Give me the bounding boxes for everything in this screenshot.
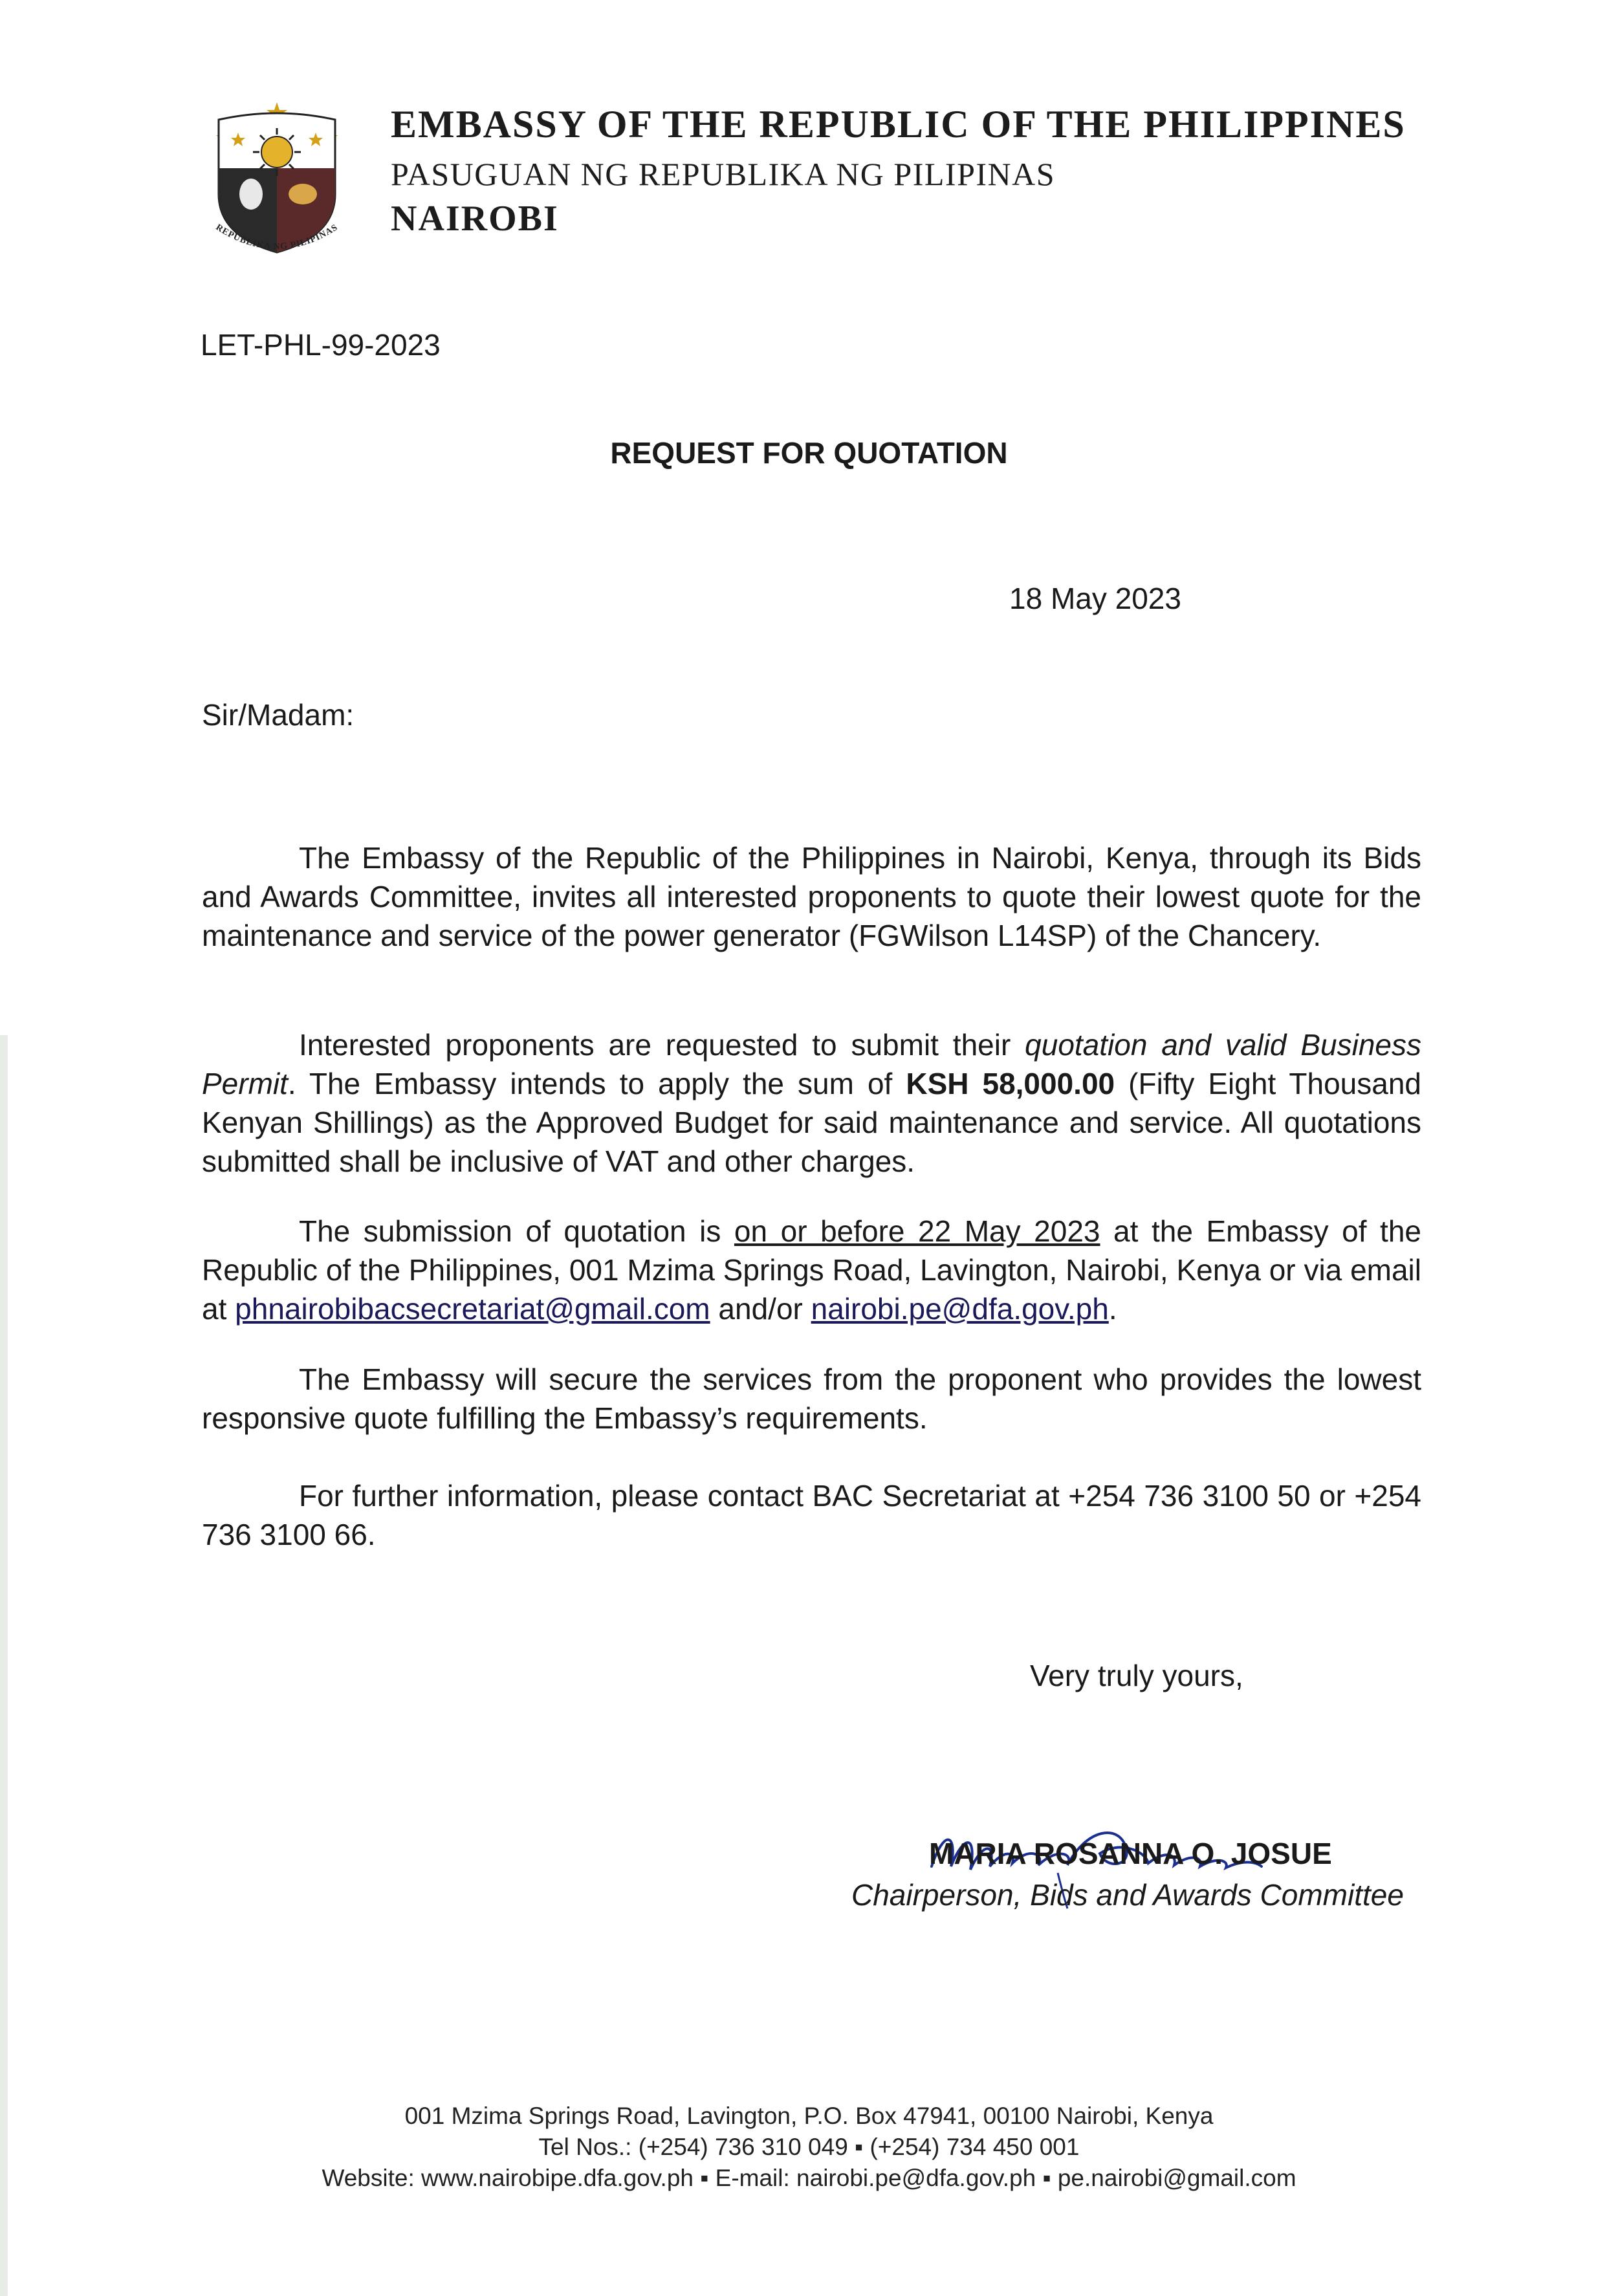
paragraph-text: For further information, please contact BAC Secretariat at +254 736 3100 50 or +254 736 3100 66.: [202, 1479, 1421, 1551]
paragraph-award: [202, 1360, 1421, 1438]
letter-reference: LET-PHL-99-2023: [201, 328, 441, 362]
paragraph-text: .: [1108, 1292, 1117, 1326]
embassy-city: NAIROBI: [391, 199, 559, 239]
email-link-bac-secretariat[interactable]: phnairobibacsecretariat@gmail.com: [235, 1292, 710, 1326]
paragraph-text: The submission of quotation is: [299, 1214, 734, 1248]
submission-deadline: on or before 22 May 2023: [734, 1214, 1100, 1248]
letter-title: REQUEST FOR QUOTATION: [610, 436, 1008, 470]
paragraph-requirements: [202, 1025, 1421, 1181]
paragraph-text: The Embassy of the Republic of the Philippines in Nairobi, Kenya, through its Bids and Awards Committee, invites all interested proponents to quote their lowest quote for the maintenance and service of the power generator (FGWilson L14SP) of the Chancery.: [202, 841, 1421, 952]
embassy-name-filipino: PASUGUAN NG REPUBLIKA NG PILIPINAS: [391, 156, 1056, 192]
required-documents: quotation and valid Business Permit: [202, 1028, 1422, 1100]
paragraph-text: (Fifty Eight Thousand Kenyan Shillings) as the Approved Budget for said maintenance and service. All quotations submitted shall be inclusive of VAT and other charges.: [202, 1067, 1422, 1178]
paragraph-text: at the Embassy of the Republic of the Philippines, 001 Mzima Springs Road, Lavington, Nairobi, Kenya or via email at: [202, 1214, 1421, 1326]
paragraph-invitation: [202, 838, 1421, 955]
paragraph-submission: [202, 1212, 1421, 1328]
paragraph-text: The Embassy will secure the services from the proponent who provides the lowest responsive quote fulfilling the Embassy’s requirements.: [202, 1362, 1421, 1435]
signer-title: Chairperson, Bids and Awards Committee: [851, 1878, 1404, 1912]
paragraph-contact: [202, 1476, 1421, 1554]
seal-scroll-text: REPUBLIKA NG PILIPINAS: [213, 223, 340, 252]
paragraph-text: and/or: [710, 1292, 811, 1326]
email-link-embassy[interactable]: nairobi.pe@dfa.gov.ph: [811, 1292, 1109, 1326]
letter-date: 18 May 2023: [1009, 582, 1181, 615]
embassy-name-english: EMBASSY OF THE REPUBLIC OF THE PHILIPPINES: [391, 103, 1406, 146]
philippine-coat-of-arms-seal: [206, 97, 348, 265]
footer-web-email: Website: www.nairobipe.dfa.gov.ph ▪ E-mail: nairobi.pe@dfa.gov.ph ▪ pe.nairobi@gmail.com: [322, 2165, 1296, 2191]
paragraph-text: . The Embassy intends to apply the sum of: [287, 1067, 906, 1100]
paragraph-text: Interested proponents are requested to submit their: [299, 1028, 1025, 1062]
signer-name: MARIA ROSANNA O. JOSUE: [929, 1837, 1332, 1870]
closing: Very truly yours,: [1030, 1659, 1243, 1692]
footer-phones: Tel Nos.: (+254) 736 310 049 ▪ (+254) 734 450 001: [538, 2134, 1080, 2160]
footer-address: 001 Mzima Springs Road, Lavington, P.O. Box 47941, 00100 Nairobi, Kenya: [404, 2103, 1214, 2129]
budget-amount: KSH 58,000.00: [906, 1067, 1115, 1100]
salutation: Sir/Madam:: [202, 698, 355, 732]
